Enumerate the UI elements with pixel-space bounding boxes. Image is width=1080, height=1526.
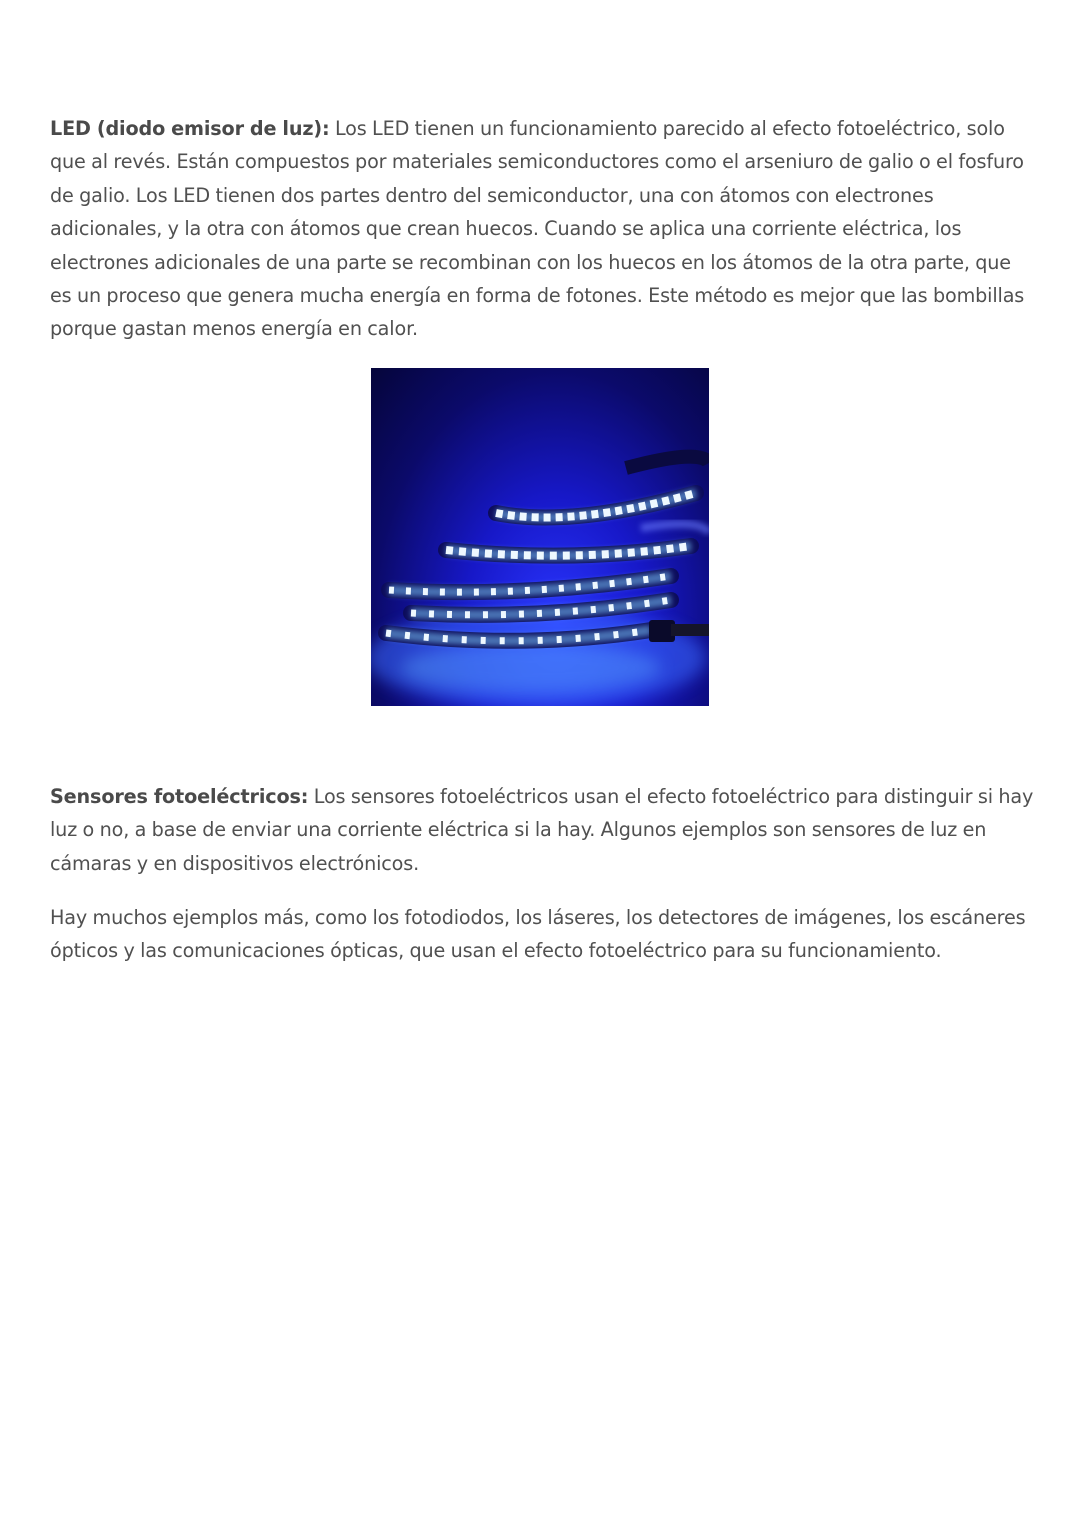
paragraph-more-examples: Hay muchos ejemplos más, como los fotodiodos, los láseres, los detectores de imágenes, los escáneres ópticos y las comunicaciones ópticas, que usan el efecto fotoeléctrico para su funcionamiento. <box>50 906 1026 963</box>
led-strip-illustration <box>371 368 709 706</box>
text-led: Los LED tienen un funcionamiento parecido al efecto fotoeléctrico, solo que al revés. Están compuestos por materiales semiconductores como el arseniuro de galio o el fosfuro de galio. Los LED tienen dos partes dentro del semiconductor, una con átomos con electrones adicionales, y la otra con átomos que crean huecos. Cuando se aplica una corriente eléctrica, los electrones adicionales de una parte se recombinan con los huecos en los átomos de la otra parte, que es un proceso que genera mucha energía en forma de fotones. Este método es mejor que las bombillas porque gastan menos energía en calor. <box>50 117 1025 341</box>
term-led: LED (diodo emisor de luz): <box>50 117 330 140</box>
text-sensors: Los sensores fotoeléctricos usan el efecto fotoeléctrico para distinguir si hay luz o no, a base de enviar una corriente eléctrica si la hay. Algunos ejemplos son sensores de luz en cámaras y en dispositivos electrónicos. <box>50 785 1034 875</box>
paragraph-sensors <box>50 780 1035 880</box>
paragraph-led <box>50 112 1035 346</box>
led-strip-image <box>371 368 709 706</box>
term-sensors: Sensores fotoeléctricos: <box>50 785 309 808</box>
